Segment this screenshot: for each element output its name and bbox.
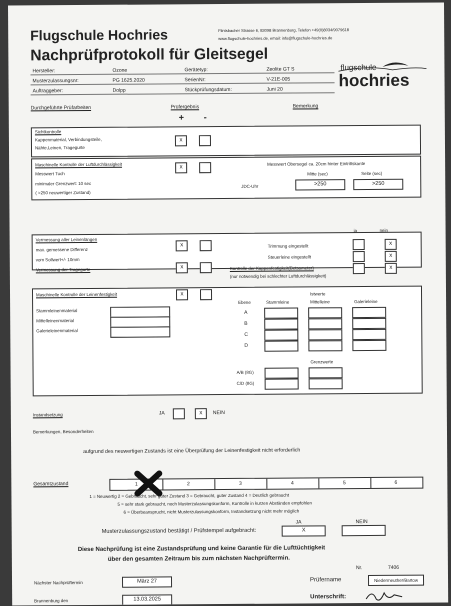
grenz-cd-mittel[interactable] bbox=[309, 378, 343, 389]
istwerte-label: Istwerte bbox=[310, 291, 326, 297]
remarks-text: aufgrund des neuwertigen Zustands ist eine Überprüfung der Leinenfestigkeit nicht erforderlich bbox=[83, 447, 301, 456]
column-header-work: Durchgeführte Prüfarbeiten bbox=[30, 104, 92, 112]
legend-line1: 1 = Neuwertig 2 = Gebraucht, sehr guter Zustand 3 = Gebraucht, guter Zustand 4 = Deutlich gebraucht bbox=[89, 492, 290, 499]
level-d: D bbox=[244, 342, 249, 349]
muster-nein-label: NEIN bbox=[355, 519, 368, 526]
kappe-note: (nur notwendig bei schlechter Luftdurchlässigkeit) bbox=[229, 273, 327, 279]
school-web: www.flugschule-hochries.de, email: info@flugschule-hochries.de bbox=[218, 35, 333, 42]
verm-line2: vom Sollwert+/- 10mm bbox=[35, 257, 80, 263]
leinen-title: Maschinelle Kontrolle der Leinenfestigkeit bbox=[36, 291, 118, 298]
serie-label: SerienNr: bbox=[184, 77, 206, 84]
verm-title: Vermessung aller Leinenlängen bbox=[35, 236, 98, 243]
scale-cell-4[interactable]: 4 bbox=[266, 478, 319, 488]
ist-a-galerie[interactable] bbox=[352, 307, 386, 318]
mzn-value: PG 1625.2020 bbox=[112, 77, 145, 84]
kappe-pass-checkbox[interactable] bbox=[353, 263, 365, 274]
logo bbox=[336, 57, 428, 98]
level-a: A bbox=[244, 309, 248, 316]
mzn-label: Musterzulassungsnr: bbox=[32, 78, 79, 85]
leinen-fail-checkbox[interactable] bbox=[200, 289, 212, 300]
verm-pass-checkbox[interactable]: x bbox=[176, 240, 188, 251]
ist-a-stamm[interactable] bbox=[264, 308, 298, 319]
luft-note: Messwert Obersegel ca. 20cm hinter Eintrittskante bbox=[267, 161, 366, 167]
sicht-pass-checkbox[interactable]: x bbox=[175, 135, 187, 146]
luft-line1: Messwert Tuch bbox=[35, 171, 65, 177]
luft-seite-label: Seite (sec) bbox=[361, 170, 383, 177]
gal-mat-label: Galerieleinenmaterial bbox=[36, 328, 78, 334]
scale-cell-3[interactable]: 3 bbox=[214, 479, 267, 489]
pruefer-label: Prüfername bbox=[310, 577, 342, 584]
typ-label: Gerätetyp: bbox=[184, 67, 208, 74]
remarks-label: Bemerkungen, Besonderheiten bbox=[32, 428, 94, 435]
gesamt-label: Gesamtzustand bbox=[33, 481, 69, 488]
ist-b-galerie[interactable] bbox=[352, 318, 386, 329]
luft-line2: minimaler Grenzwert: 10 sec bbox=[35, 180, 92, 187]
ja-label: ja bbox=[353, 228, 358, 234]
instand-ja-label: JA bbox=[158, 410, 165, 417]
muster-ja-label: JA bbox=[295, 519, 302, 526]
luft-fail-checkbox[interactable] bbox=[199, 162, 211, 173]
luft-title: Maschinelle Kontrolle der Luftdurchlässigkeit bbox=[35, 161, 123, 168]
nr-value: 7406 bbox=[387, 564, 400, 571]
next-check-value[interactable]: März 27 bbox=[122, 576, 172, 587]
place-date[interactable]: 13.03.2025 bbox=[122, 594, 172, 605]
luft-jdc: JDC-Uhr bbox=[241, 183, 259, 189]
scale-cell-2[interactable]: 2 bbox=[162, 479, 215, 489]
column-minus: - bbox=[203, 112, 207, 123]
stamm-mat-label: Stammleinenmaterial bbox=[36, 308, 78, 314]
muster-ja-box[interactable]: X bbox=[282, 525, 326, 536]
typ-value: Zeolite GT S bbox=[266, 66, 295, 73]
serie-value: V-21E-005 bbox=[266, 76, 291, 83]
ist-d-galerie[interactable] bbox=[352, 340, 386, 351]
disclaimer-line1: Diese Nachprüfung ist eine Zustandsprüfung und keine Garantie für die Lufttüchtigkeit bbox=[77, 545, 326, 554]
auftrag-value: Dolpp bbox=[112, 87, 126, 94]
signature-label: Unterschrift: bbox=[310, 594, 347, 601]
instand-label: Instandsetzung bbox=[32, 412, 63, 418]
page-title: Nachprüfprotokoll für Gleitsegel bbox=[30, 45, 269, 65]
scale-cell-5[interactable]: 5 bbox=[318, 478, 371, 488]
datum-value: Juni 20 bbox=[266, 86, 283, 93]
datum-label: Stückprüfungsdatum: bbox=[184, 86, 232, 94]
level-c: C bbox=[244, 331, 248, 338]
steuer-ja-checkbox[interactable] bbox=[353, 251, 365, 262]
trimm-label: Trimmung eingestellt bbox=[267, 243, 309, 249]
grenz-ab-mittel[interactable] bbox=[309, 367, 343, 378]
galerie-col-label: Galerieleine bbox=[354, 298, 378, 305]
luft-pass-checkbox[interactable]: x bbox=[175, 162, 187, 173]
disclaimer-line2: über den gesamten Zeitraum bis zum nächsten Nachprüftermin. bbox=[107, 555, 290, 563]
mittel-mat-label: Mittelleinenmaterial bbox=[36, 318, 75, 324]
auftrag-label: Auftraggeber: bbox=[32, 88, 63, 95]
verm-fail-checkbox[interactable] bbox=[200, 240, 212, 251]
trage-title: Vermessung der Tragegurte bbox=[35, 266, 91, 273]
steuer-label: Steuerleine eingestellt bbox=[267, 254, 312, 260]
grenz-ab-stamm[interactable] bbox=[265, 368, 299, 379]
hersteller-value: Ozone bbox=[112, 67, 128, 74]
ebene-label: Ebene bbox=[238, 299, 251, 305]
instand-nein-checkbox[interactable]: x bbox=[195, 408, 207, 419]
column-header-result: Prüfergebnis bbox=[170, 104, 200, 111]
grenz-cd-stamm[interactable] bbox=[265, 379, 299, 390]
sicht-line1: Kappenmaterial, Verbindungsteile, bbox=[34, 136, 102, 143]
ist-c-mittel[interactable] bbox=[308, 329, 342, 340]
ist-c-stamm[interactable] bbox=[264, 330, 298, 341]
muster-nein-box[interactable] bbox=[342, 525, 386, 536]
instand-ja-checkbox[interactable] bbox=[173, 408, 185, 419]
nein-label: nein bbox=[379, 227, 388, 233]
pruefer-name[interactable]: Niedermeuther/Bartow bbox=[368, 575, 424, 586]
trage-fail-checkbox[interactable] bbox=[200, 262, 212, 273]
info-block bbox=[30, 63, 334, 97]
protocol-sheet bbox=[8, 2, 448, 605]
ist-b-stamm[interactable] bbox=[264, 319, 298, 330]
scale-cell-6[interactable]: 6 bbox=[394, 479, 398, 486]
luft-line3: ( >250 neuwertiger Zustand) bbox=[35, 189, 91, 196]
ist-d-stamm[interactable] bbox=[264, 341, 298, 352]
sicht-title: Sichtkontrolle bbox=[34, 129, 62, 135]
column-plus: + bbox=[178, 112, 185, 123]
gal-mat-field[interactable] bbox=[110, 326, 170, 337]
kappe-fail-checkbox[interactable]: x bbox=[385, 263, 397, 274]
sicht-fail-checkbox[interactable] bbox=[199, 135, 211, 146]
grenzwerte-label: Grenzwerte bbox=[310, 359, 334, 365]
verm-line1: max. gemessene Differenz bbox=[35, 246, 88, 253]
kappe-title: Kontrolle der Kappenfestigkeit(Betsometer) bbox=[229, 265, 314, 271]
cd-label: C/D (8G) bbox=[236, 380, 255, 386]
ist-c-galerie[interactable] bbox=[352, 329, 386, 340]
muster-label: Musterzulassungszustand bestätigt / Prüfstempel aufgebracht: bbox=[101, 527, 257, 535]
column-header-remark: Bemerkung bbox=[292, 103, 319, 110]
school-name: Flugschule Hochries bbox=[30, 26, 168, 44]
ist-b-mittel[interactable] bbox=[308, 318, 342, 329]
place-label: Brannenburg den bbox=[34, 598, 69, 604]
legend-line3: 6 = Überbeansprucht, nicht Musterzulassungskonform, Instandsetzung nicht mehr möglich bbox=[123, 508, 300, 515]
instand-nein-label: NEIN bbox=[212, 410, 225, 417]
trimm-nein-checkbox[interactable]: x bbox=[385, 239, 397, 250]
ab-label: A/B (8G) bbox=[236, 369, 254, 375]
signature-icon bbox=[364, 589, 404, 603]
logo-big-text: hochries bbox=[338, 70, 410, 91]
trage-pass-checkbox[interactable]: x bbox=[176, 262, 188, 273]
steuer-nein-checkbox[interactable]: x bbox=[385, 251, 397, 262]
luft-mitte-label: Mitte (sec) bbox=[307, 171, 328, 177]
nr-label: Nr. bbox=[355, 565, 363, 572]
level-b: B bbox=[244, 320, 248, 327]
school-address: Flintsbacher Strasse 6, 83098 Brannenburg, Telefon +49(0)8034/9079618 bbox=[218, 27, 349, 34]
legend-line2: 5 = sehr stark gebraucht, noch Musterzulassungskonform, Kontrolle in kurzen Abständen empfohlen bbox=[117, 500, 312, 507]
luft-seite-value[interactable]: >250 bbox=[353, 179, 403, 190]
sicht-line2: Nähte,Leinen, Tragegurte bbox=[34, 144, 85, 151]
stamm-col-label: Stammleine bbox=[266, 299, 290, 305]
trimm-ja-checkbox[interactable] bbox=[353, 239, 365, 250]
logo-small-text: flugschule bbox=[340, 62, 377, 73]
scale-cell-1[interactable]: 1 bbox=[110, 479, 163, 489]
leinen-pass-checkbox[interactable]: x bbox=[176, 289, 188, 300]
mittel-col-label: Mittelleine bbox=[310, 299, 330, 305]
next-check-label: Nächster Nachprüftermin bbox=[34, 580, 83, 586]
ist-a-mittel[interactable] bbox=[308, 307, 342, 318]
ist-d-mittel[interactable] bbox=[308, 340, 342, 351]
hersteller-label: Hersteller: bbox=[32, 68, 56, 75]
luft-mitte-value[interactable]: >250 bbox=[295, 179, 345, 190]
